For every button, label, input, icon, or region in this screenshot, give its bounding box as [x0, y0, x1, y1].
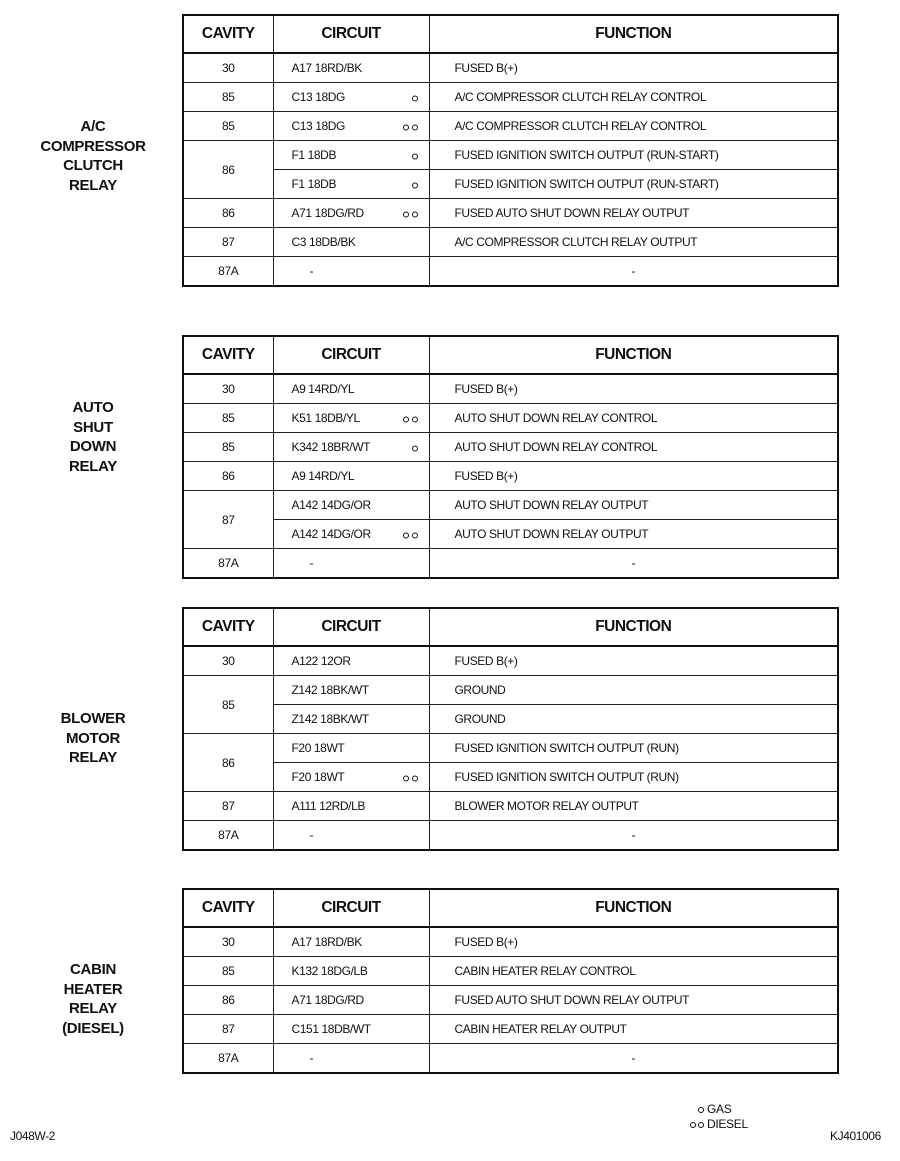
relay-name-line: RELAY — [69, 176, 117, 194]
cavity-table — [182, 607, 839, 851]
function-cell: - — [429, 549, 838, 579]
table-row — [183, 927, 838, 957]
circuit-header: CIRCUIT — [273, 15, 429, 53]
circuit-cell — [273, 112, 429, 141]
circuit-cell — [273, 821, 429, 851]
circuit-cell — [273, 199, 429, 228]
circuit-cell — [273, 957, 429, 986]
circuit-cell — [273, 676, 429, 705]
circuit-cell — [273, 520, 429, 549]
circuit-text: K342 18BR/WT — [291, 440, 371, 454]
relay-name-line: HEATER — [63, 980, 123, 998]
circuit-cell — [273, 228, 429, 257]
circuit-text: A17 18RD/BK — [291, 61, 362, 75]
function-cell: FUSED AUTO SHUT DOWN RELAY OUTPUT — [429, 986, 838, 1015]
circuit-text: K51 18DB/YL — [291, 411, 360, 425]
figure-code-right: KJ401006 — [830, 1129, 881, 1143]
circuit-cell — [273, 491, 429, 520]
circuit-text: - — [309, 1051, 314, 1065]
cavity-cell: 85 — [183, 433, 273, 462]
legend-diesel — [684, 1117, 748, 1132]
table-row — [183, 986, 838, 1015]
circuit-text: F1 18DB — [291, 177, 337, 191]
table-header-row — [183, 336, 838, 374]
cavity-cell: 87 — [183, 491, 273, 549]
circuit-cell — [273, 705, 429, 734]
table-row — [183, 83, 838, 112]
cavity-header: CAVITY — [183, 15, 273, 53]
table-row — [183, 763, 838, 792]
function-cell: AUTO SHUT DOWN RELAY OUTPUT — [429, 491, 838, 520]
cavity-cell: 30 — [183, 646, 273, 676]
table-row — [183, 821, 838, 851]
table-row — [183, 228, 838, 257]
function-cell: FUSED IGNITION SWITCH OUTPUT (RUN) — [429, 734, 838, 763]
circuit-text: F20 18WT — [291, 770, 345, 784]
marker-legend — [684, 1102, 748, 1132]
cavity-table — [182, 14, 839, 287]
table-row — [183, 1044, 838, 1074]
legend-diesel-label: DIESEL — [707, 1117, 748, 1131]
circuit-cell — [273, 1015, 429, 1044]
relay-name-line: BLOWER — [60, 710, 126, 727]
cavity-cell: 86 — [183, 734, 273, 792]
table-header-row — [183, 608, 838, 646]
table-row — [183, 141, 838, 170]
relay-name-line: RELAY — [69, 749, 117, 766]
function-cell: BLOWER MOTOR RELAY OUTPUT — [429, 792, 838, 821]
circuit-text: C13 18DG — [291, 90, 345, 104]
table-row — [183, 520, 838, 549]
legend-gas-label: GAS — [707, 1102, 732, 1116]
table-row — [183, 199, 838, 228]
function-cell: GROUND — [429, 676, 838, 705]
circuit-text: K132 18DG/LB — [291, 964, 368, 978]
function-cell: FUSED IGNITION SWITCH OUTPUT (RUN-START) — [429, 170, 838, 199]
function-cell: FUSED AUTO SHUT DOWN RELAY OUTPUT — [429, 199, 838, 228]
table-row — [183, 257, 838, 287]
diesel-marker-icon — [403, 125, 418, 131]
cavity-header: CAVITY — [183, 336, 273, 374]
cavity-cell: 87A — [183, 257, 273, 287]
relay-name-line: SHUT — [73, 418, 113, 436]
cavity-table — [182, 888, 839, 1074]
circuit-text: A142 14DG/OR — [291, 527, 371, 541]
circuit-cell — [273, 763, 429, 792]
circuit-cell — [273, 404, 429, 433]
function-cell: FUSED B(+) — [429, 646, 838, 676]
function-cell: FUSED B(+) — [429, 462, 838, 491]
cavity-cell: 85 — [183, 83, 273, 112]
cavity-cell: 87 — [183, 228, 273, 257]
cavity-cell: 85 — [183, 957, 273, 986]
relay-name — [28, 398, 158, 476]
table-row — [183, 549, 838, 579]
relay-name — [28, 117, 158, 195]
table-row — [183, 112, 838, 141]
circuit-cell — [273, 257, 429, 287]
cavity-cell: 86 — [183, 141, 273, 199]
function-cell: AUTO SHUT DOWN RELAY CONTROL — [429, 404, 838, 433]
relay-name — [28, 960, 158, 1038]
function-cell: FUSED B(+) — [429, 53, 838, 83]
gas-marker-icon — [412, 183, 418, 189]
circuit-text: A142 14DG/OR — [291, 498, 371, 512]
function-cell: CABIN HEATER RELAY OUTPUT — [429, 1015, 838, 1044]
table-row — [183, 462, 838, 491]
double-circle-icon — [684, 1122, 704, 1128]
function-cell: FUSED IGNITION SWITCH OUTPUT (RUN) — [429, 763, 838, 792]
circuit-text: Z142 18BK/WT — [291, 683, 369, 697]
table-row — [183, 404, 838, 433]
circuit-header: CIRCUIT — [273, 889, 429, 927]
table-row — [183, 1015, 838, 1044]
relay-name-line: CLUTCH — [63, 157, 123, 174]
circuit-text: A71 18DG/RD — [291, 993, 364, 1007]
circuit-cell — [273, 986, 429, 1015]
circuit-cell — [273, 792, 429, 821]
circuit-cell — [273, 83, 429, 112]
relay-name-line: RELAY — [69, 1000, 117, 1017]
function-cell: - — [429, 1044, 838, 1074]
circuit-text: A17 18RD/BK — [291, 935, 362, 949]
circuit-text: Z142 18BK/WT — [291, 712, 369, 726]
function-cell: GROUND — [429, 705, 838, 734]
circuit-cell — [273, 646, 429, 676]
relay-name-line: MOTOR — [65, 729, 121, 747]
function-cell: FUSED IGNITION SWITCH OUTPUT (RUN-START) — [429, 141, 838, 170]
function-cell: CABIN HEATER RELAY CONTROL — [429, 957, 838, 986]
table-header-row — [183, 889, 838, 927]
table-row — [183, 676, 838, 705]
table-row — [183, 734, 838, 763]
circuit-text: A9 14RD/YL — [291, 382, 355, 396]
circuit-cell — [273, 462, 429, 491]
circuit-cell — [273, 927, 429, 957]
relay-name-line: DOWN — [69, 438, 117, 455]
function-header: FUNCTION — [429, 336, 838, 374]
cavity-cell: 86 — [183, 199, 273, 228]
function-cell: AUTO SHUT DOWN RELAY OUTPUT — [429, 520, 838, 549]
table-row — [183, 53, 838, 83]
gas-marker-icon — [412, 96, 418, 102]
table-header-row — [183, 15, 838, 53]
circuit-cell — [273, 433, 429, 462]
function-header: FUNCTION — [429, 15, 838, 53]
function-header: FUNCTION — [429, 889, 838, 927]
cavity-table — [182, 335, 839, 579]
circuit-text: A71 18DG/RD — [291, 206, 364, 220]
cavity-cell: 30 — [183, 53, 273, 83]
cavity-header: CAVITY — [183, 889, 273, 927]
circuit-header: CIRCUIT — [273, 336, 429, 374]
circuit-header: CIRCUIT — [273, 608, 429, 646]
circuit-text: C3 18DB/BK — [291, 235, 356, 249]
circuit-cell — [273, 53, 429, 83]
relay-name-line: CABIN — [70, 961, 116, 978]
diesel-marker-icon — [403, 212, 418, 218]
cavity-header: CAVITY — [183, 608, 273, 646]
cavity-cell: 85 — [183, 112, 273, 141]
cavity-cell: 87A — [183, 549, 273, 579]
function-cell: - — [429, 821, 838, 851]
circuit-text: A111 12RD/LB — [291, 799, 365, 813]
circuit-text: A122 12OR — [291, 654, 351, 668]
legend-gas — [684, 1102, 748, 1117]
diesel-marker-icon — [403, 533, 418, 539]
cavity-cell: 86 — [183, 986, 273, 1015]
relay-name — [28, 709, 158, 768]
cavity-cell: 85 — [183, 404, 273, 433]
function-header: FUNCTION — [429, 608, 838, 646]
cavity-cell: 87 — [183, 792, 273, 821]
function-cell: AUTO SHUT DOWN RELAY CONTROL — [429, 433, 838, 462]
table-row — [183, 433, 838, 462]
function-cell: FUSED B(+) — [429, 374, 838, 404]
circuit-text: - — [309, 556, 314, 570]
relay-name-line: COMPRESSOR — [40, 137, 146, 155]
circuit-cell — [273, 374, 429, 404]
cavity-cell: 30 — [183, 374, 273, 404]
circuit-cell — [273, 170, 429, 199]
relay-name-line: A/C — [80, 118, 106, 135]
circuit-text: A9 14RD/YL — [291, 469, 355, 483]
relay-name-line: RELAY — [69, 457, 117, 475]
figure-code-left: J048W-2 — [10, 1129, 56, 1143]
cavity-cell: 30 — [183, 927, 273, 957]
circuit-text: C13 18DG — [291, 119, 345, 133]
circuit-text: - — [309, 264, 314, 278]
diesel-marker-icon — [403, 776, 418, 782]
function-cell: A/C COMPRESSOR CLUTCH RELAY OUTPUT — [429, 228, 838, 257]
table-row — [183, 374, 838, 404]
circuit-cell — [273, 734, 429, 763]
table-row — [183, 170, 838, 199]
diesel-marker-icon — [403, 417, 418, 423]
function-cell: A/C COMPRESSOR CLUTCH RELAY CONTROL — [429, 83, 838, 112]
circuit-text: F20 18WT — [291, 741, 345, 755]
relay-name-line: AUTO — [72, 399, 114, 416]
cavity-cell: 86 — [183, 462, 273, 491]
circuit-text: C151 18DB/WT — [291, 1022, 371, 1036]
single-circle-icon — [684, 1107, 704, 1113]
circuit-text: - — [309, 828, 314, 842]
gas-marker-icon — [412, 154, 418, 160]
table-row — [183, 705, 838, 734]
function-cell: - — [429, 257, 838, 287]
cavity-cell: 87A — [183, 821, 273, 851]
circuit-cell — [273, 549, 429, 579]
gas-marker-icon — [412, 446, 418, 452]
table-row — [183, 792, 838, 821]
circuit-cell — [273, 141, 429, 170]
table-row — [183, 646, 838, 676]
cavity-cell: 87A — [183, 1044, 273, 1074]
table-row — [183, 491, 838, 520]
relay-name-line: (DIESEL) — [62, 1019, 124, 1037]
function-cell: A/C COMPRESSOR CLUTCH RELAY CONTROL — [429, 112, 838, 141]
function-cell: FUSED B(+) — [429, 927, 838, 957]
circuit-cell — [273, 1044, 429, 1074]
table-row — [183, 957, 838, 986]
cavity-cell: 87 — [183, 1015, 273, 1044]
cavity-cell: 85 — [183, 676, 273, 734]
circuit-text: F1 18DB — [291, 148, 337, 162]
